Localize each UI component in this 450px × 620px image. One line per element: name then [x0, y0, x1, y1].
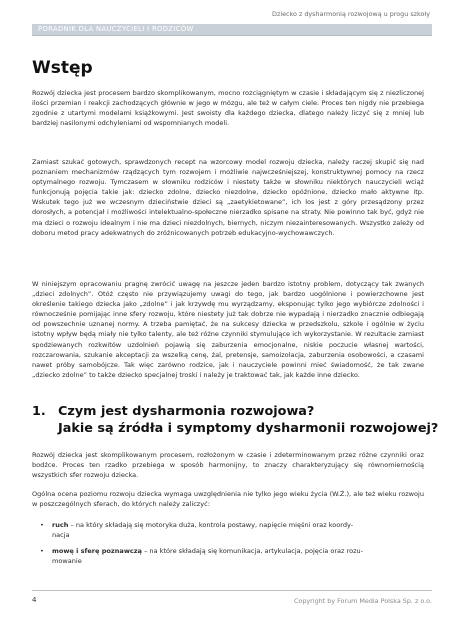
page-number: 4 — [32, 596, 37, 604]
list-item-term: ruch — [52, 521, 69, 529]
bullet-icon: • — [40, 521, 44, 529]
list-item-text: – na który składają się motoryka duża, kontrola postawy, napięcie mięśni oraz koordy- — [68, 521, 354, 529]
intro-paragraph-3: W niniejszym opracowaniu pragnę zwrócić uwagę na jeszcze jeden bardzo istotny problem, dotyczący tak zwanych „dzieci zdolnych”. Otóż często nie przywiązujemy uwagi do tego, jak bardzo uogólnione i powierzchowne jest określenie takiego dziecka jako „zdolne” i jak krzywdę mu wyrządzamy, eksponując tylko jego wybiórcze zdolności i równocześnie pomijając inne sfery rozwoju, które niestety już tak dobrze nie wypadają i nierzadko znacznie odbiegają od powszechnie uznanej normy. A trzeba pamiętać, że na sukcesy dziecka w przedszkolu, szkole i ogólnie w życiu istotny wpływ będą miały nie tylko talenty, ale też różne czynniki stymulujące ich wykorzystanie. W rezultacie zamiast spodziewanych rozkwitów uzdolnień pojawią się zaburzenia emocjonalne, niskie poczucie własnej wartości, rozczarowania, szukanie akceptacji za wszelką cenę, żal, pretensje, samoizolacja, zaburzenia osobowości, a czasami nawet próby samobójcze. Tak więc zarówno rodzice, jak i nauczyciele powinni mieć świadomość, że tak zwane „dziecko zdolne” to także dziecko specjalnej troski i należy je traktować tak, jak każde inne dziecko. — [32, 280, 424, 379]
intro-paragraph-1: Rozwój dziecka jest procesem bardzo skomplikowanym, mocno rozciągniętym w czasie i składającym się z niezliczonej ilości przemian i reakcji zachodzących głównie w jego w mózgu, ale też w całym ciele. Proces ten nigdy nie przebiega zgodnie z utartymi modelami książkowymi. Jest swoisty dla każdego dziecka, dlatego należy liczyć się z mniej lub bardziej nasilonymi odchyleniami od wspomnianych modeli. — [32, 89, 424, 128]
list-item-continuation: mowanie — [52, 557, 82, 566]
copyright-notice: Copyright by Forum Media Polska Sp. z o.o. — [293, 597, 432, 605]
footer-divider — [32, 590, 432, 591]
list-item — [40, 546, 424, 566]
section-title: Wstęp — [32, 58, 93, 78]
chapter-heading — [32, 403, 438, 437]
header-band-label: PORADNIK DLA NAUCZYCIELI I RODZICÓW — [38, 25, 194, 33]
chapter-paragraph-2: Ogólna ocena poziomu rozwoju dziecka wymaga uwzględnienia nie tylko jego wieku życia (W.Ż.), ale też wieku rozwoju w poszczególnych sferach, do których należy zaliczyć: — [32, 490, 424, 509]
chapter-heading-line-2: Jakie są źródła i symptomy dysharmonii rozwojowej? — [58, 421, 439, 436]
list-item-continuation: nacja — [52, 531, 70, 540]
list-item — [40, 520, 424, 540]
intro-paragraph-2: Zamiast szukać gotowych, sprawdzonych recept na wzorcowy model rozwoju dziecka, należy raczej skupić się nad poznaniem mechanizmów rządzących tym rozwojem i możliwie najwcześniejszej, konstruktywnej pomocy na rzecz optymalnego rozwoju. Tymczasem w słowniku rodziców i niestety także w słowniku niektórych nauczycieli wciąż funkcjonują pojęcia takie jak: dziecko zdolne, dziecko niezdolne, dziecko opóźnione, dziecko mało aktywne itp. Wskutek tego już we wczesnym dzieciństwie dzieci są „zaetykietowane”, ich los jest z góry przesądzony przez dorosłych, a potencjał i możliwości intelektualno-społeczne nierzadko spisane na straty. Nie powinno tak być, gdyż nie ma dzieci o rozwoju idealnym i nie ma dzieci niezdolnych, biernych, niczym niezainteresowanych. Wszystko zależy od doboru metod pracy adekwatnych do zróżnicowanych potrzeb edukacyjno-wychowawczych. — [32, 158, 424, 237]
header-band — [32, 24, 432, 36]
chapter-heading-line-1: Czym jest dysharmonia rozwojowa? — [58, 404, 315, 419]
chapter-number: 1. — [32, 404, 46, 419]
list-item-text: – na które składają się komunikacja, artykulacja, pojęcia oraz rozu- — [141, 547, 364, 556]
bullet-icon: • — [40, 547, 44, 556]
running-head: Dziecko z dysharmonią rozwojową u progu szkoły — [272, 10, 430, 18]
development-spheres-list — [40, 520, 424, 572]
chapter-paragraph-1: Rozwój dziecka jest skomplikowanym procesem, rozłożonym w czasie i zdeterminowanym przez różne czynniki oraz bodźce. Proces ten rzadko przebiega w sposób harmonijny, to znaczy charakteryzujący się równomiernością wszystkich sfer rozwoju dziecka. — [32, 451, 424, 480]
list-item-term: mowę i sferę poznawczą — [52, 547, 142, 556]
